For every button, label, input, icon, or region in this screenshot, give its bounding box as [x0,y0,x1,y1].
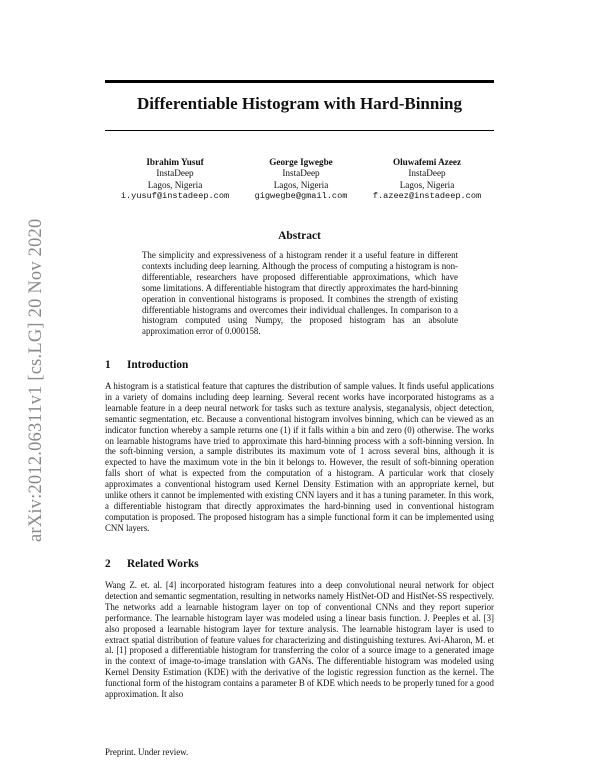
section-heading-introduction [105,359,188,371]
author-affiliation: InstaDeep [156,168,194,179]
author-location: Lagos, Nigeria [147,179,203,190]
author-location: Lagos, Nigeria [399,179,455,190]
abstract-heading: Abstract [278,230,321,242]
arxiv-identifier: arXiv:2012.06311v1 [cs.LG] 20 Nov 2020 [26,218,46,542]
author-email[interactable]: gigwegbe@gmail.com [254,191,348,202]
section-heading-related-works [105,558,199,570]
section-number: 1 [105,359,111,371]
author-name: Ibrahim Yusuf [146,157,204,167]
author-email[interactable]: i.yusuf@instadeep.com [120,191,230,202]
author-2 [236,157,366,203]
abstract-text: The simplicity and expressiveness of a histogram render it a useful feature in different contexts including deep learning. Although the process of computing a histogram is non-differentiable, researchers have proposed differentiable approximations, which have some limitations. A differentiable histogram that directly approximates the hard-binning operation in conventional histograms is proposed. It combines the strength of existing differentiable histograms and overcomes their individual challenges. In comparison to a histogram computed using Numpy, the proposed histogram has an absolute approximation error of 0.000158. [142,250,458,337]
preprint-footer: Preprint. Under review. [105,747,189,757]
author-affiliation: InstaDeep [282,168,320,179]
related-works-paragraph: Wang Z. et. al. [4] incorporated histogram features into a deep convolutional neural network for object detection and semantic segmentation, resulting in networks namely HistNet-OD and HistNet-SS respectively. The networks add a learnable histogram layer on top of conventional CNNs and they report superior performance. The learnable histogram layer was modeled using a linear basis function. J. Peeples et al. [3] also proposed a learnable histogram layer for texture analysis. The learnable histogram layer is used to extract spatial distribution of feature values for characterizing and distinguishing textures. Avi-Aharon, M. et al. [1] proposed a differentiable histogram for transferring the color of a source image to a generated image in the context of image-to-image translation with GANs. The differentiable histogram was modeled using Kernel Density Estimation (KDE) with the derivative of the logistic regression function as the kernel. The functional form of the histogram contains a parameter B of KDE which needs to be properly tuned for a good approximation. It also [105,580,494,700]
author-email[interactable]: f.azeez@instadeep.com [372,191,482,202]
author-3 [358,157,496,203]
author-location: Lagos, Nigeria [273,179,329,190]
author-name: Oluwafemi Azeez [392,157,462,167]
section-title: Introduction [127,359,189,371]
title-bottom-rule [105,130,494,131]
section-title: Related Works [127,558,199,570]
author-name: George Igwegbe [269,157,333,167]
title-top-rule [105,80,494,83]
author-1 [110,157,240,203]
section-number: 2 [105,558,111,570]
paper-title: Differentiable Histogram with Hard-Binning [136,94,463,113]
introduction-paragraph: A histogram is a statistical feature that captures the distribution of sample values. It finds useful applications in a variety of domains including deep learning. Several recent works have incorporated histograms as a learnable feature in a deep neural network for tasks such as texture analysis, steganalysis, object detection, semantic segmentation, etc. Because a conventional histogram involves binning, which can be viewed as an indicator function whereby a sample returns one (1) if it falls within a bin and zero (0) otherwise. The works on learnable histograms have tried to approximate this hard-binning process with a soft-binning version. In the soft-binning version, a sample distributes its maximum vote of 1 across several bins, although it is expected to have the maximum vote in the bin it belongs to. However, the result of soft-binning operation falls short of what is expected from the computation of a histogram. A particular work that closely approximates a conventional histogram used Kernel Density Estimation with an appropriate kernel, but unlike others it cannot be implemented with existing CNN layers and it has a tuning parameter. In this work, a differentiable histogram that directly approximates the hard-binning used in conventional histogram computation is proposed. The proposed histogram has a simple functional form it can be implemented using CNN layers. [105,381,494,533]
author-affiliation: InstaDeep [408,168,446,179]
